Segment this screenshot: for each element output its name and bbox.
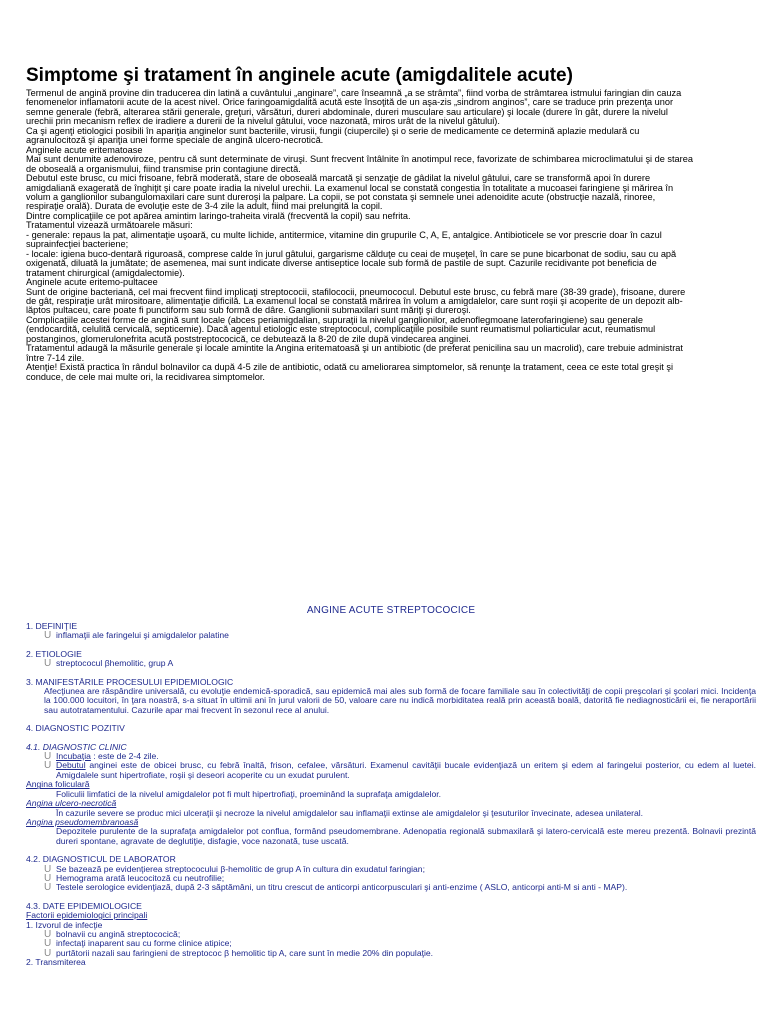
text-line: Anginele acute eritematoase xyxy=(26,145,143,155)
lab-item xyxy=(26,874,756,883)
text-line: agranulocitoză şi apariţia unei forme speciale de angină ulcero-necrotică. xyxy=(26,136,324,146)
etiology-text: streptococul βhemolitic, grup A xyxy=(56,659,174,669)
definition-text: inflamaţii ale faringelui şi amigdalelor palatine xyxy=(56,631,229,641)
text-line: suprainfecţiei bacteriene; xyxy=(26,240,129,250)
definition-item xyxy=(26,631,756,640)
text-line: Tratamentul vizează următoarele măsuri: xyxy=(26,221,193,231)
lab-item xyxy=(26,883,756,892)
text-line: (endocardită, celulită cervicală, septicemie). Dacă agentul etiologic este streptococul, complicaţiile posibile sunt reumatismul poliarticular acut, reumatismul xyxy=(26,325,656,335)
text-line: tratament chirurgical (amigdalectomie). xyxy=(26,268,185,278)
text-line: amigdaliană exagerată de înghiţit şi care poate iradia la nivelul urechii. La examenul local se constată congestia în totalitate a mucoasei faringiene şi mărirea în xyxy=(26,183,674,193)
epi-data-heading: 4.3. DATE EPIDEMIOLOGICE xyxy=(26,901,142,911)
lab-item-text: Hemograma arată leucocitoză cu neutrofilie; xyxy=(56,873,225,883)
text-line: Tratamentul adaugă la măsurile generale şi locale amintite la Angina eritematoasă şi un antibiotic (de preferat penicilina sau un macrolid), care trebuie administrat xyxy=(26,344,683,354)
text-line: Dintre complicaţiile ce pot apărea amintim laringo-traheita virală (frecventă la copil) sau nefrita. xyxy=(26,211,411,221)
text-line: Ca şi agenţi etiologici posibili în apariţia anginelor sunt bacteriile, virusii, fungii (ciupercile) şi o serie de medicamente ce determină aplazie medulară cu xyxy=(26,126,640,136)
source-heading: 1. Izvorul de infecţie xyxy=(26,920,103,930)
text-line: postanginos, glomerulonefrita acută poststreptococică, ce debutează la 8-20 de zile după vindecarea anginei. xyxy=(26,334,471,344)
bullet-icon: Ǔ xyxy=(44,631,52,641)
bullet-icon: Ǔ xyxy=(44,939,52,949)
page-title: Simptome şi tratament în anginele acute (amigdalitele acute) xyxy=(26,65,573,86)
text-line: Termenul de angină provine din traducerea din latină a cuvântului „anginare”, care înseamnă „a se strâmta”, fiind vorba de strâmtarea istmului faringian din cauza xyxy=(26,89,682,98)
text-line: de oboseală a organismului, fiind transmise prin contagiune directă. xyxy=(26,164,301,174)
text-line: semne generale (febră, alterarea stării generale, greţuri, vărsături, dureri abdominale, dureri musculare sau articulare) şi locale (durere în gât, durere la nivelul xyxy=(26,107,668,117)
text-line: Anginele acute eritemo-pultacee xyxy=(26,278,158,288)
source-item-text: bolnavii cu angină streptococică; xyxy=(56,929,181,939)
text-line: Mai sunt denumite adenoviroze, pentru că sunt determinate de viruşi. Sunt frecvent întâlnite în anotimpul rece, favorizate de schimbarea microclimatului şi de starea xyxy=(26,155,693,165)
text-line: Sunt de origine bacteriană, cel mai frecvent fiind implicaţi streptococii, stafilococii, pneumococul. Debutul este brusc, cu febră mare (38-39 grade), frisoane, durere xyxy=(26,287,686,297)
text-line: urechii prin mecanism reflex de iradiere a durerii de la nivelul gâtului, voce nazonată, miros urât de la nivelul gâtului). xyxy=(26,117,500,127)
incubation-item xyxy=(26,752,756,761)
source-item xyxy=(26,939,756,948)
epidemiology-text: Afecţiunea are răspândire universală, cu evoluţie endemică-sporadică, sau epidemică mai ales sub formă de focare familiale sau în colectivităţi de copii preşcolari şi şcolari mici. Incidenţa la 100.000 locuitori, în ţara noastră, s-a situat în ultimii ani în jurul valorii de 50, valoare care nu indică morbiditatea reală prin această boală, datorită fie nediagnosticării ei, fie neraportării sau autotratamentului. Cazurile apar mai frecvent în sezonul rece al anului. xyxy=(44,687,756,715)
article-section xyxy=(26,64,756,382)
lab-diagnosis-heading: 4.2. DIAGNOSTICUL DE LABORATOR xyxy=(26,855,176,865)
text-line: respiraţie orală). Durata de evoluţie este de 3-4 zile la adult, fiind mai prelungită la copil. xyxy=(26,202,383,212)
pseudo-label: Angina pseudomembranoasă xyxy=(26,817,139,827)
text-line: Debutul este brusc, cu mici frisoane, febră moderată, stare de oboseală marcată şi senzaţie de gâdilat la nivelul gâtului, care se transformă apoi în durere xyxy=(26,174,651,184)
text-line: - locale: igiena buco-dentară riguroasă, comprese calde în jurul gâtului, gargarisme călduţe cu ceai de muşeţel, în care se pune bicarbonat de sodiu, sau cu apă xyxy=(26,249,677,259)
text-line: între 7-14 zile. xyxy=(26,353,85,363)
streptococcal-section xyxy=(26,605,756,968)
intro-text xyxy=(26,89,756,382)
bullet-icon: Ǔ xyxy=(44,659,52,669)
text-line: conduce, de cele mai multe ori, la recidivarea simptomelor. xyxy=(26,372,265,382)
text-line: oxigenată, diluată la jumătate; de asemenea, mai sunt indicate diverse antiseptice locale sub formă de pastile de supt. Cazurile recidivante pot beneficia de xyxy=(26,259,657,269)
transmission-heading: 2. Transmiterea xyxy=(26,958,86,968)
bullet-icon: Ǔ xyxy=(44,883,52,893)
bullet-icon: Ǔ xyxy=(44,752,52,762)
text-line: Complicaţiile acestei forme de angină sunt locale (abces periamigdalian, supuraţii la nivelul ganglionilor, adenoflegmoane laterofaringiene) sau generale xyxy=(26,315,643,325)
source-item-text: purtătorii nazali sau faringieni de streptococ β hemolitic tip A, care sunt în medie 20% din populaţie. xyxy=(56,948,434,958)
lab-item-text: Testele serologice evidenţiază, după 2-3 săptămâni, un titru crescut de anticorpi anticorpusculari şi anti-enzime ( ASLO, anticorpi anti-M si anti - MAP). xyxy=(56,883,628,893)
source-item xyxy=(26,930,756,939)
source-item-text: infectaţi inaparent sau cu forme clinice atipice; xyxy=(56,939,232,949)
onset-label: Debutul xyxy=(56,761,86,771)
onset-text: anginei este de obicei brusc, cu febră înaltă, frison, cefalee, vărsături. Examenul cavităţii bucale evidenţiază un eritem şi edem al faringelui posterior, cu edem al luetei. Amigdalele sunt hipertrofiate, roşii şi deseori acoperite cu un exudat purulent. xyxy=(56,761,756,780)
section-title: ANGINE ACUTE STREPTOCOCICE xyxy=(306,605,476,616)
lab-item xyxy=(26,865,756,874)
ulcero-text: În cazurile severe se produc mici ulceraţii şi necroze la nivelul amigdalelor sau inflamaţii extinse ale amigdalelor şi ţesuturilor învecinate, adesea unilateral. xyxy=(56,808,644,818)
source-item xyxy=(26,949,756,958)
ulcero-label: Angina ulcero-necrotică xyxy=(26,799,117,809)
text-line: Atenţie! Există practica în rândul bolnavilor ca după 4-5 zile de antibiotic, odată cu ameliorarea simptomelor, să renunţe la tratament, ceea ce este total greşit şi xyxy=(26,363,674,373)
text-line: - generale: repaus la pat, alimentaţie uşoară, cu multe lichide, antitermice, vitamine din grupurile C, A, E, antalgice. Antibioticele se vor prescrie doar în cazul xyxy=(26,230,662,240)
onset-item xyxy=(26,761,756,780)
bullet-icon: Ǔ xyxy=(44,948,52,959)
lab-item-text: Se bazează pe evidenţierea streptococului β-hemolitic de grup A în cultura din exudatul faringian; xyxy=(56,864,425,874)
bullet-icon: Ǔ xyxy=(44,929,52,940)
bullet-icon: Ǔ xyxy=(44,761,52,772)
follicular-text: Foliculii limfatici de la nivelul amigdalelor pot fi mult hipertrofiaţi, proeminând la suprafaţa amigdalelor. xyxy=(56,789,441,799)
incubation-text: : este de 2-4 zile. xyxy=(90,752,159,762)
definition-heading: 1. DEFINIŢIE xyxy=(26,622,78,631)
text-line: de gât, respiraţie urât mirositoare, alimentaţie dificilă. La examenul local se constată mărirea în volum a amigdalelor, care sunt roşii şi acoperite de un depozit alb- xyxy=(26,296,683,306)
factors-label: Factorii epidemiologici principali xyxy=(26,911,148,921)
etiology-item xyxy=(26,659,756,668)
diagnosis-heading: 4. DIAGNOSTIC POZITIV xyxy=(26,724,125,734)
text-line: volum a ganglionilor subangulomaxilari care sunt dureroşi la palpare. La copii, se pot constata şi semnele unei adenoidite acute (obstrucţie nazală, rinoree, xyxy=(26,192,656,202)
epidemiology-heading: 3. MANIFESTĂRILE PROCESULUI EPIDEMIOLOGIC xyxy=(26,677,234,687)
text-line: lăptos pultaceu, care poate fi punctiform sau sub formă de dâre. Ganglionii submaxilari sunt măriţi şi dureroşi. xyxy=(26,306,471,316)
pseudo-text: Depozitele purulente de la suprafaţa amigdalelor pot conflua, formând pseudomembrane. Adenopatia regională submaxilară şi latero-cervicală este mereu prezentă. Bolnavii prezintă dureri spontane, agravate de deglutiţie, disfagie, voce nazonată, tuse uscată. xyxy=(56,827,756,846)
incubation-label: Incubaţia xyxy=(56,752,91,762)
bullet-icon: Ǔ xyxy=(44,864,52,874)
text-line: fenomenelor inflamatorii acute de la acest nivel. Orice faringoamigdalită acută este însoţită de un aşa-zis „sindrom anginos”, care se traduce prin prezenţa unor xyxy=(26,98,674,108)
follicular-label: Angina foliculară xyxy=(26,780,90,790)
clinical-diagnosis-heading: 4.1. DIAGNOSTIC CLINIC xyxy=(26,742,127,752)
etiology-heading: 2. ETIOLOGIE xyxy=(26,649,82,659)
bullet-icon: Ǔ xyxy=(44,873,52,884)
